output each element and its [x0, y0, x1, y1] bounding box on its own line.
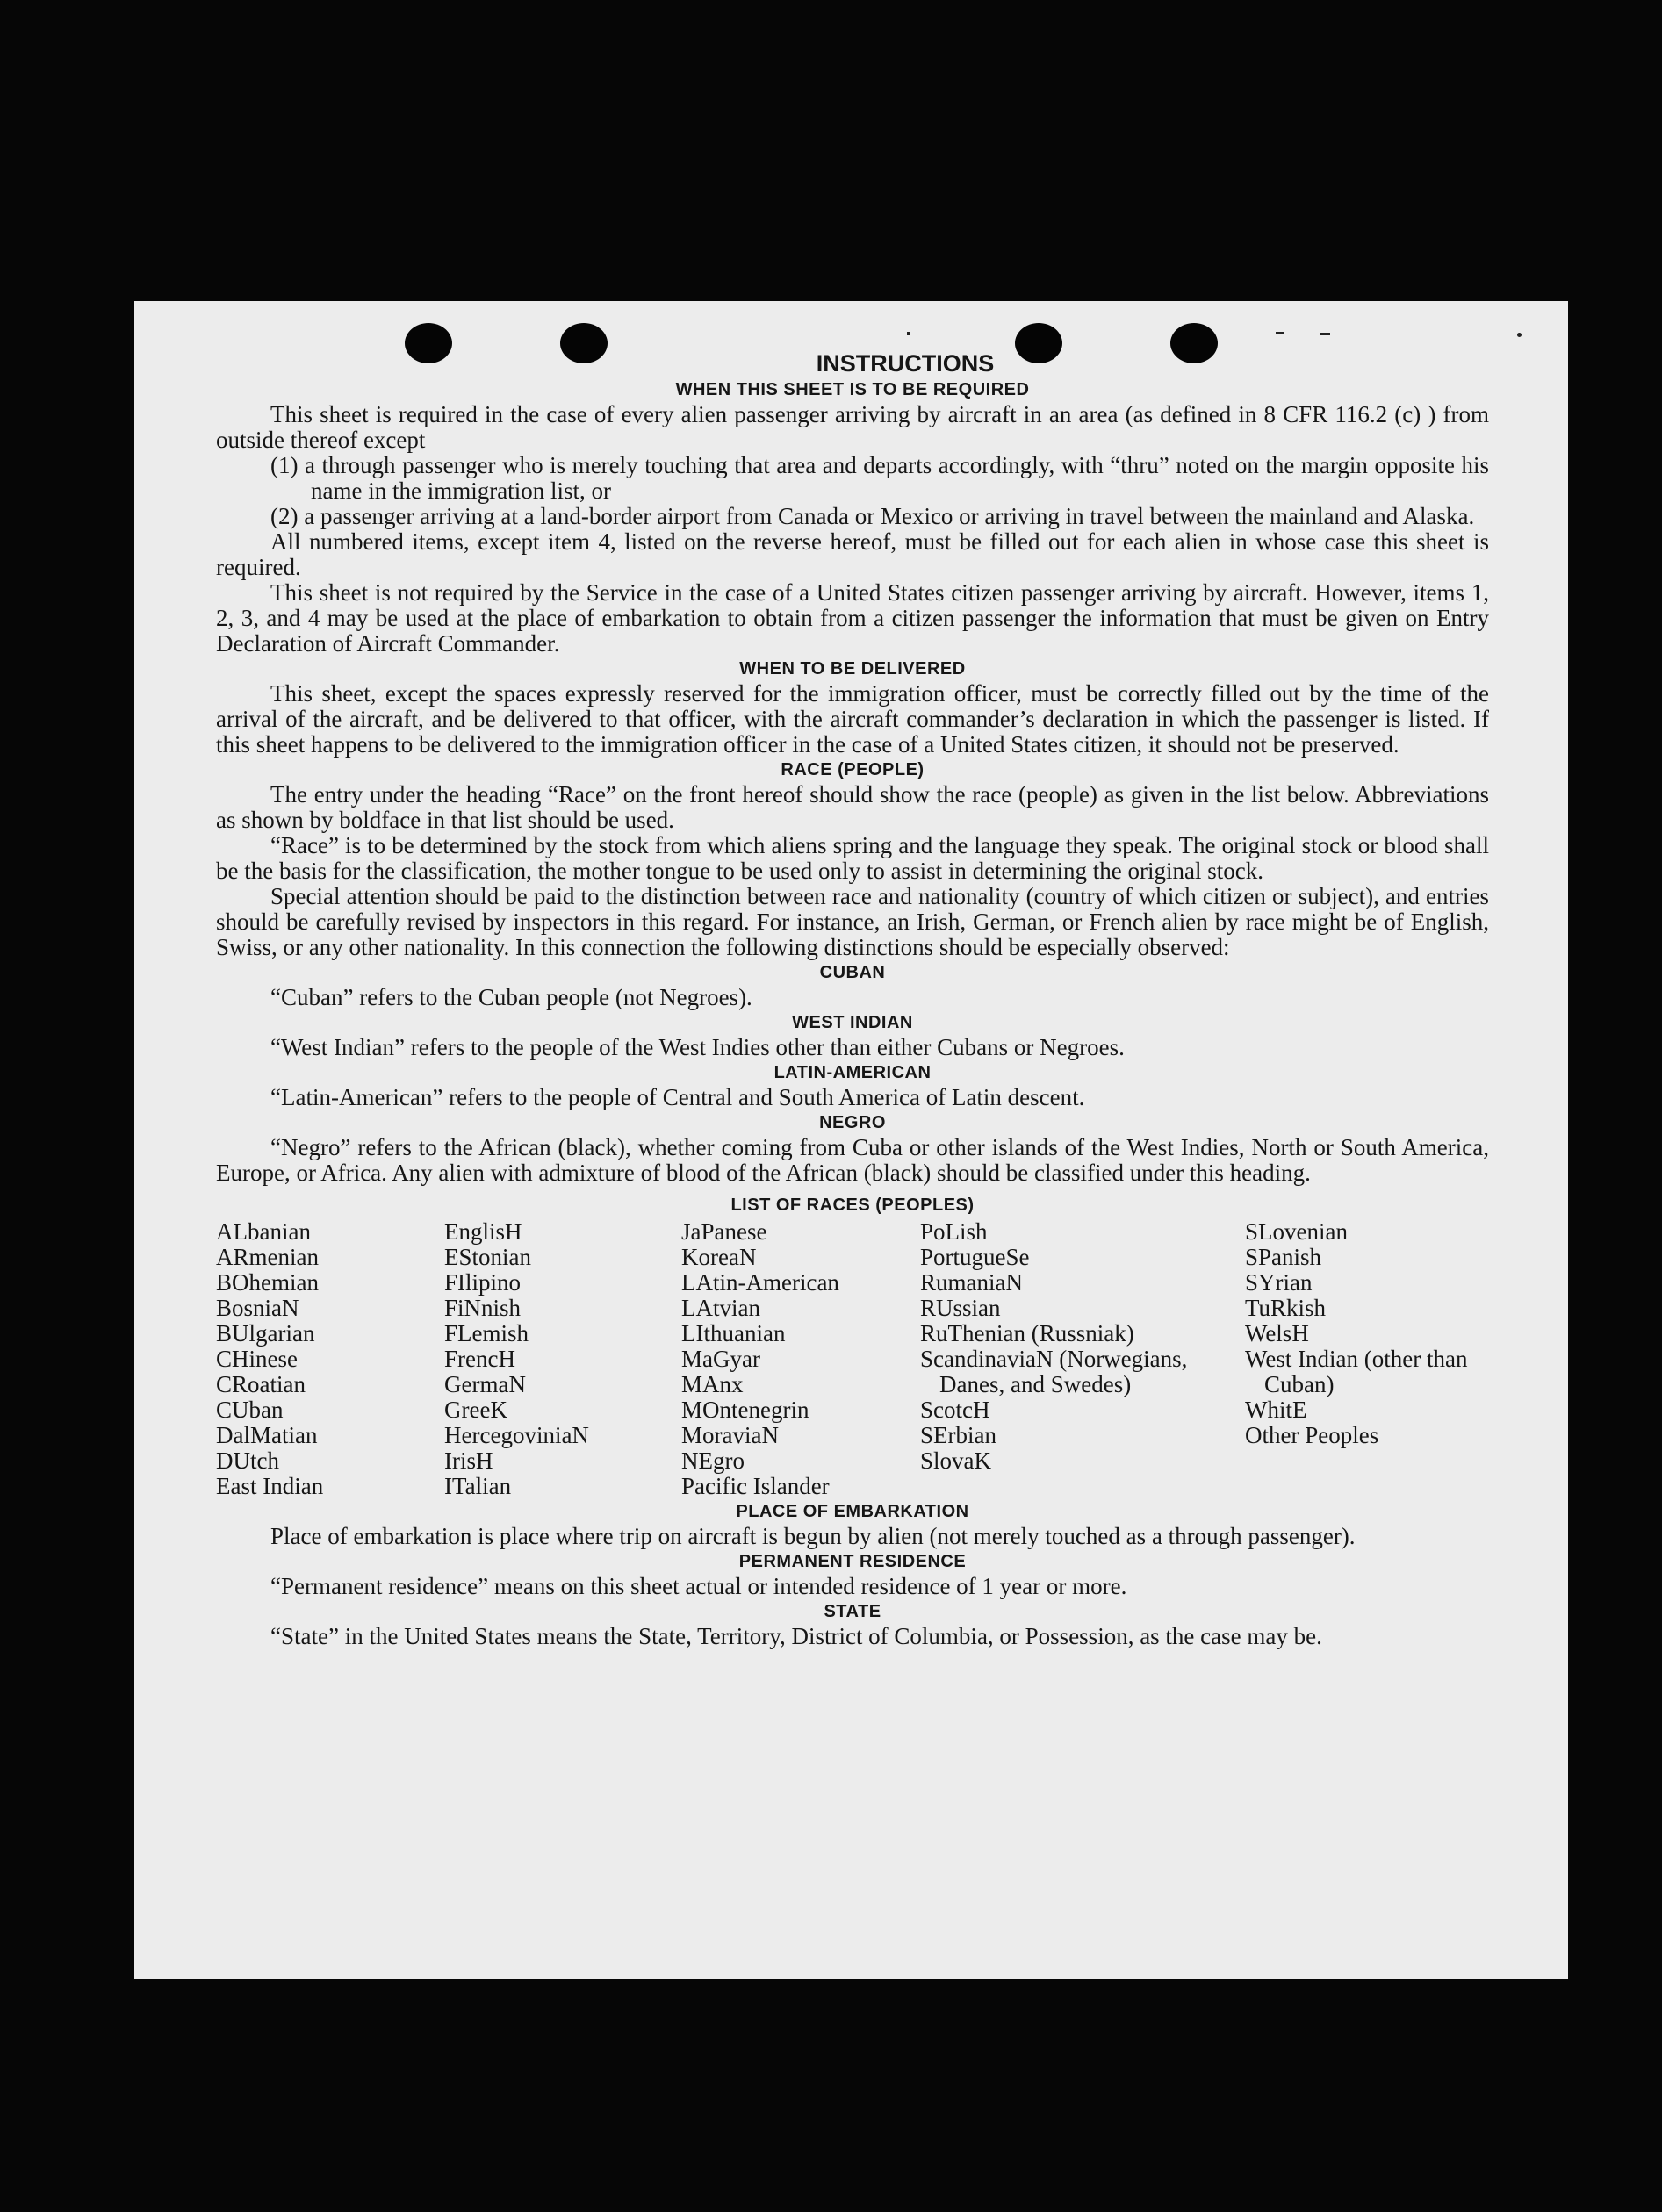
race-item: ALbanian — [216, 1218, 311, 1245]
race-item: EStonian — [444, 1244, 531, 1270]
west-indian-text: “West Indian” refers to the people of the West Indies other than either Cubans or Negroes. — [270, 1034, 1125, 1060]
heading-residence: PERMANENT RESIDENCE — [738, 1552, 967, 1571]
race-item: FIlipino — [444, 1269, 522, 1296]
state-text: “State” in the United States means the State, Territory, District of Columbia, or Possession, as the case may be. — [270, 1623, 1322, 1649]
race-item: SlovaK — [920, 1447, 991, 1474]
race-item: GermaN — [444, 1371, 526, 1397]
race-item: PoLish — [920, 1218, 988, 1245]
race-item: DUtch — [216, 1447, 279, 1474]
embarkation-text: Place of embarkation is place where trip on aircraft is begun by alien (not merely touched as a through passenger). — [270, 1523, 1356, 1549]
race-item: LAtvian — [681, 1295, 760, 1321]
race-item: ScotcH — [920, 1397, 990, 1423]
heading-required: WHEN THIS SHEET IS TO BE REQUIRED — [675, 380, 1030, 399]
race-item: Pacific Islander — [681, 1473, 830, 1499]
race-item: LAtin-American — [681, 1269, 839, 1296]
race-item: IrisH — [444, 1447, 493, 1474]
residence-text: “Permanent residence” means on this sheet actual or intended residence of 1 year or more. — [270, 1573, 1127, 1599]
race-item: SPanish — [1245, 1244, 1322, 1270]
race-item: LIthuanian — [681, 1320, 786, 1347]
race-item: BUlgarian — [216, 1320, 315, 1347]
race-item: WelsH — [1245, 1320, 1309, 1347]
race-item: West Indian (other than Cuban) — [1245, 1346, 1468, 1397]
race-item: BosniaN — [216, 1295, 299, 1321]
race-item: BOhemian — [216, 1269, 319, 1296]
race-item: HercegoviniaN — [444, 1422, 589, 1448]
race-item: Other Peoples — [1245, 1422, 1379, 1448]
document-sheet — [134, 301, 1568, 1979]
race-item: ITalian — [444, 1473, 512, 1499]
race-item: FLemish — [444, 1320, 529, 1347]
race-item: East Indian — [216, 1473, 324, 1499]
race-item: SErbian — [920, 1422, 996, 1448]
cuban-text: “Cuban” refers to the Cuban people (not Negroes). — [270, 984, 752, 1010]
heading-west-indian: WEST INDIAN — [792, 1013, 913, 1032]
race-item: CHinese — [216, 1346, 298, 1372]
race-item: RumaniaN — [920, 1269, 1023, 1296]
race-column-5 — [1245, 1219, 1482, 1499]
delivered-paragraph: This sheet, except the spaces expressly reserved for the immigration officer, must be correctly filled out by the time of the arrival of the aircraft, and be delivered to that officer, with the aircraft commander’s declaration in which the passenger is listed. If this sheet happens to be delivered to the immigration officer in the case of a United States citizen, it should not be preserved. — [216, 680, 1489, 758]
heading-delivered: WHEN TO BE DELIVERED — [739, 659, 966, 679]
speck — [907, 332, 910, 335]
heading-state: STATE — [824, 1602, 881, 1621]
race-item: CRoatian — [216, 1371, 306, 1397]
race-item: DalMatian — [216, 1422, 318, 1448]
race-item: KoreaN — [681, 1244, 757, 1270]
race-paragraph-3: Special attention should be paid to the distinction between race and nationality (country of which citizen or subject), and entries should be carefully revised by inspectors in this regard. For instance, an Irish, German, or French alien by race might be of English, Swiss, or any other nationality. In this connection the following distinctions should be especially observed: — [216, 883, 1489, 960]
required-paragraph-2: All numbered items, except item 4, listed on the reverse hereof, must be filled out for each alien in whose case this sheet is required. — [216, 528, 1489, 580]
race-column-2 — [444, 1219, 681, 1499]
race-item: JaPanese — [681, 1218, 767, 1245]
speck — [1276, 332, 1284, 334]
required-paragraph-1: This sheet is required in the case of every alien passenger arriving by aircraft in an area (as defined in 8 CFR 116.2 (c) ) from outside thereof except — [216, 401, 1489, 453]
race-item: CUban — [216, 1397, 284, 1423]
race-item: EnglisH — [444, 1218, 522, 1245]
required-item-1: (1) a through passenger who is merely touching that area and departs accordingly, with “thru” noted on the margin opposite his name in the immigration list, or — [270, 452, 1489, 504]
race-paragraph-1: The entry under the heading “Race” on the front hereof should show the race (people) as given in the list below. Abbreviations as shown by boldface in that list should be used. — [216, 781, 1489, 833]
heading-list-of-races: LIST OF RACES (PEOPLES) — [730, 1196, 975, 1215]
race-item: MaGyar — [681, 1346, 760, 1372]
race-column-4 — [920, 1219, 1245, 1499]
race-item: RuThenian (Russniak) — [920, 1320, 1134, 1347]
race-item: NEgro — [681, 1447, 745, 1474]
race-item: MOntenegrin — [681, 1397, 809, 1423]
heading-race: RACE (PEOPLE) — [781, 760, 925, 779]
heading-negro: NEGRO — [819, 1113, 886, 1132]
race-column-1 — [216, 1219, 444, 1499]
race-item: GreeK — [444, 1397, 507, 1423]
race-column-3 — [681, 1219, 920, 1499]
speck — [1517, 333, 1522, 337]
race-item: FrencH — [444, 1346, 515, 1372]
latin-american-text: “Latin-American” refers to the people of Central and South America of Latin descent. — [270, 1084, 1085, 1110]
race-paragraph-2: “Race” is to be determined by the stock from which aliens spring and the language they speak. The original stock or blood shall be the basis for the classification, the mother tongue to be used only to assist in determining the original stock. — [216, 832, 1489, 884]
race-list — [216, 1219, 1489, 1499]
race-item: RUssian — [920, 1295, 1001, 1321]
race-item: SYrian — [1245, 1269, 1313, 1296]
required-item-2: (2) a passenger arriving at a land-border airport from Canada or Mexico or arriving in travel between the mainland and Alaska. — [270, 503, 1475, 529]
race-item: ARmenian — [216, 1244, 319, 1270]
race-item: WhitE — [1245, 1397, 1307, 1423]
page-title: INSTRUCTIONS — [816, 350, 995, 377]
race-item: PortugueSe — [920, 1244, 1030, 1270]
required-paragraph-3: This sheet is not required by the Service in the case of a United States citizen passenger arriving by aircraft. However, items 1, 2, 3, and 4 may be used at the place of embarkation to obtain from a citizen passenger the information that must be given on Entry Declaration of Aircraft Commander. — [216, 579, 1489, 657]
heading-embarkation: PLACE OF EMBARKATION — [736, 1502, 969, 1521]
race-item: MAnx — [681, 1371, 744, 1397]
race-item: ScandinaviaN (Norwegians, Danes, and Swedes) — [920, 1346, 1188, 1397]
speck — [1320, 333, 1330, 335]
race-item: MoraviaN — [681, 1422, 779, 1448]
negro-text: “Negro” refers to the African (black), whether coming from Cuba or other islands of the West Indies, North or South America, Europe, or Africa. Any alien with admixture of blood of the African (black) should be classified under this heading. — [216, 1134, 1489, 1186]
race-item: SLovenian — [1245, 1218, 1348, 1245]
heading-latin-american: LATIN-AMERICAN — [773, 1063, 932, 1082]
race-item: FiNnish — [444, 1295, 522, 1321]
instructions-body — [216, 350, 1489, 1649]
race-item: TuRkish — [1245, 1295, 1327, 1321]
heading-cuban: CUBAN — [819, 963, 886, 982]
